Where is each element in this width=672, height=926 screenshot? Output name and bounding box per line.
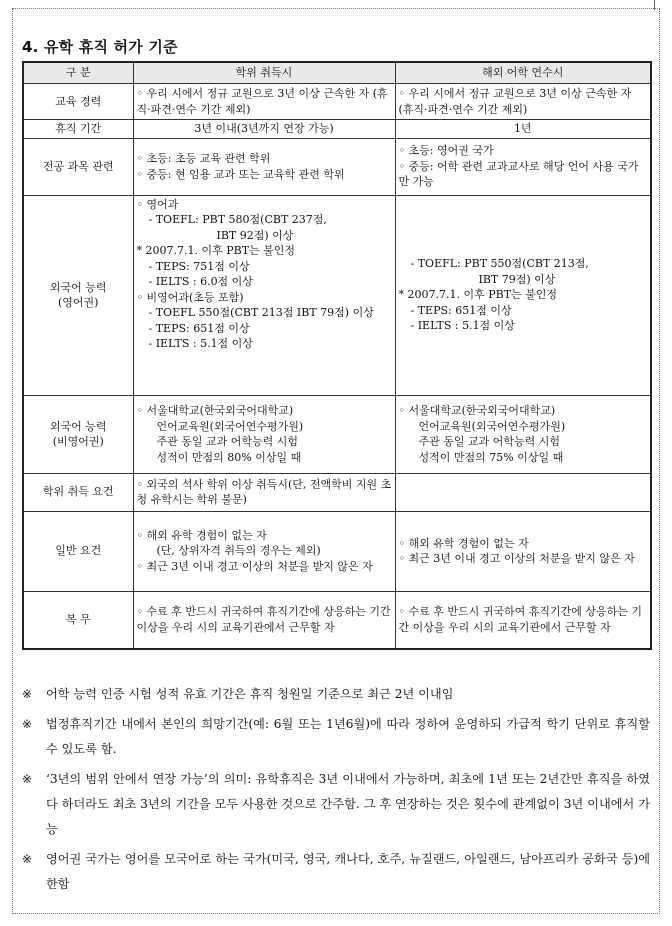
cell-degree-education: ◦ 우리 시에서 정규 교원으로 3년 이상 근속한 자 (휴직·파견·연수 기간 제외) (133, 84, 395, 120)
text-line: ◦ 중등: 어학 관련 교과교사로 해당 언어 사용 국가만 가능 (398, 159, 639, 189)
cell-degree-major (133, 138, 395, 195)
cell-degree-nonenglish (133, 395, 395, 473)
text-line: ◦ 최근 3년 이내 경고 이상의 처분을 받지 않은 자 (136, 559, 373, 573)
text-line: - TEPS: 651점 이상 (148, 321, 250, 335)
note-mark: ※ (22, 852, 33, 866)
cell-degree-service: ◦ 수료 후 반드시 귀국하여 휴직기간에 상응하는 기간 이상을 우리 시의 교육기관에서 근무할 자 (133, 591, 395, 649)
header-category: 구 분 (23, 62, 133, 84)
note-mark: ※ (22, 772, 33, 786)
table-row (23, 591, 651, 649)
text-line: - IELTS : 5.1점 이상 (148, 337, 253, 350)
text-line: - IELTS : 6.0점 이상 (148, 275, 253, 288)
text-line: 주관 동일 교과 어학능력 시험 (156, 435, 298, 448)
note-text: 법정휴직기간 내에서 본인의 희망기간(예: 6월 또는 1년6월)에 따라 정하여 운영하되 가급적 학기 단위로 휴직할 수 있도록 함. (46, 717, 650, 756)
text-line: ◦ 해외 유학 경험이 없는 자 (398, 536, 529, 550)
text-line: 성적이 만점의 75% 이상일 때 (418, 450, 564, 464)
cell-language-nonenglish (395, 395, 651, 473)
row-label-english (23, 195, 133, 395)
notes-list (22, 682, 650, 902)
cell-degree-degree-req: ◦ 외국의 석사 학위 이상 취득시(단, 전액학비 지원 초청 유학시는 학위 불문) (133, 473, 395, 511)
cell-language-education: ◦ 우리 시에서 정규 교원으로 3년 이상 근속한 자 (휴직·파견·연수 기간 제외) (395, 84, 651, 120)
text-line: IBT 79점) 이상 (478, 272, 556, 286)
cell-degree-period: 3년 이내(3년까지 연장 가능) (133, 120, 395, 139)
text-line: - TEPS: 651점 이상 (410, 303, 512, 317)
note-mark: ※ (22, 687, 33, 701)
note-mark: ※ (22, 717, 33, 731)
text-line: - TOEFL: PBT 550점(CBT 213점, (410, 257, 589, 271)
text-line: ◦ 비영어과(초등 포함) (136, 290, 244, 304)
text-line: ◦ 최근 3년 이내 경고 이상의 처분을 받지 않은 자 (398, 552, 635, 565)
cell-language-general (395, 511, 651, 591)
text-line: 주관 동일 교과 어학능력 시험 (418, 435, 560, 448)
text-line: 성적이 만점의 80% 이상일 때 (156, 450, 302, 464)
text-line: 외국어 능력 (49, 280, 107, 294)
table-header-row (23, 62, 651, 84)
row-label-nonenglish (23, 395, 133, 473)
table-row (23, 511, 651, 591)
cell-language-english (395, 195, 651, 395)
text-line: - TOEFL: PBT 580점(CBT 237점, (148, 213, 327, 226)
text-line: (영어권) (58, 296, 99, 309)
text-line: - IELTS : 5.1점 이상 (410, 319, 515, 333)
table-row (23, 195, 651, 395)
text-line: (비영어권) (52, 435, 104, 448)
cell-language-degree-req (395, 473, 651, 511)
note-item (22, 712, 650, 762)
table-row (23, 395, 651, 473)
text-line: * 2007.7.1. 이후 PBT는 불인정 (398, 288, 558, 302)
note-text: ‘3년의 범위 안에서 연장 가능’의 의미: 유학휴직은 3년 이내에서 가능하며, 최초에 1년 또는 2년간만 휴직을 하였다 하더라도 최초 3년의 기간을 모두 사용한 것으로 간주함. 그 후 연장하는 것은 횟수에 관계없이 3년 이내에서 가능 (46, 772, 650, 836)
section-title: 4. 유학 휴직 허가 기준 (22, 38, 178, 56)
text-line: ◦ 초등: 초등 교육 관련 학위 (136, 152, 271, 165)
cell-degree-general (133, 511, 395, 591)
text-line: ◦ 서울대학교(한국외국어대학교) (136, 404, 294, 417)
note-text: 어학 능력 인증 시험 성적 유효 기간은 휴직 청원일 기준으로 최근 2년 이내임 (46, 687, 454, 701)
header-language: 해외 어학 연수시 (395, 62, 651, 84)
row-label-degree-req: 학위 취득 요건 (23, 473, 133, 511)
note-text: 영어권 국가는 영어를 모국어로 하는 국가(미국, 영국, 캐나다, 호주, 뉴질랜드, 아일랜드, 남아프리카 공화국 등)에 한함 (46, 852, 650, 891)
row-label-education: 교육 경력 (23, 84, 133, 120)
note-item (22, 847, 650, 897)
cell-language-service: ◦ 수료 후 반드시 귀국하여 휴직기간에 상응하는 기간 이상을 우리 시의 교육기관에서 근무할 자 (395, 591, 651, 649)
text-line: ◦ 초등: 영어권 국가 (398, 144, 494, 158)
page-corner-mark (654, 0, 667, 10)
table-row (23, 473, 651, 511)
requirements-table (22, 61, 652, 650)
table-row (23, 84, 651, 120)
text-line: 언어교육원(외국어연수평가원) (418, 419, 566, 433)
row-label-major: 전공 과목 관련 (23, 138, 133, 195)
text-line: ◦ 서울대학교(한국외국어대학교) (398, 404, 556, 417)
note-item (22, 682, 650, 707)
header-degree: 학위 취득시 (133, 62, 395, 84)
cell-language-period: 1년 (395, 120, 651, 139)
cell-degree-english (133, 195, 395, 395)
cell-language-major (395, 138, 651, 195)
text-line: 언어교육원(외국어연수평가원) (156, 419, 304, 433)
text-line: ◦ 영어과 (136, 197, 179, 211)
text-line: ◦ 중등: 현 임용 교과 또는 교육학 관련 학위 (136, 167, 345, 181)
table-row (23, 138, 651, 195)
table-row (23, 120, 651, 139)
text-line: ◦ 해외 유학 경험이 없는 자 (136, 528, 267, 542)
text-line: * 2007.7.1. 이후 PBT는 불인정 (136, 244, 296, 257)
text-line: (단, 상위자격 취득의 경우는 제외) (156, 544, 321, 558)
text-line: IBT 92점) 이상 (216, 228, 294, 242)
row-label-general: 일반 요건 (23, 511, 133, 591)
row-label-service: 복 무 (23, 591, 133, 649)
text-line: - TOEFL 550점(CBT 213점 IBT 79점) 이상 (148, 306, 374, 319)
row-label-period: 휴직 기간 (23, 120, 133, 139)
text-line: 외국어 능력 (49, 419, 107, 433)
note-item (22, 767, 650, 842)
text-line: - TEPS: 751점 이상 (148, 259, 250, 273)
